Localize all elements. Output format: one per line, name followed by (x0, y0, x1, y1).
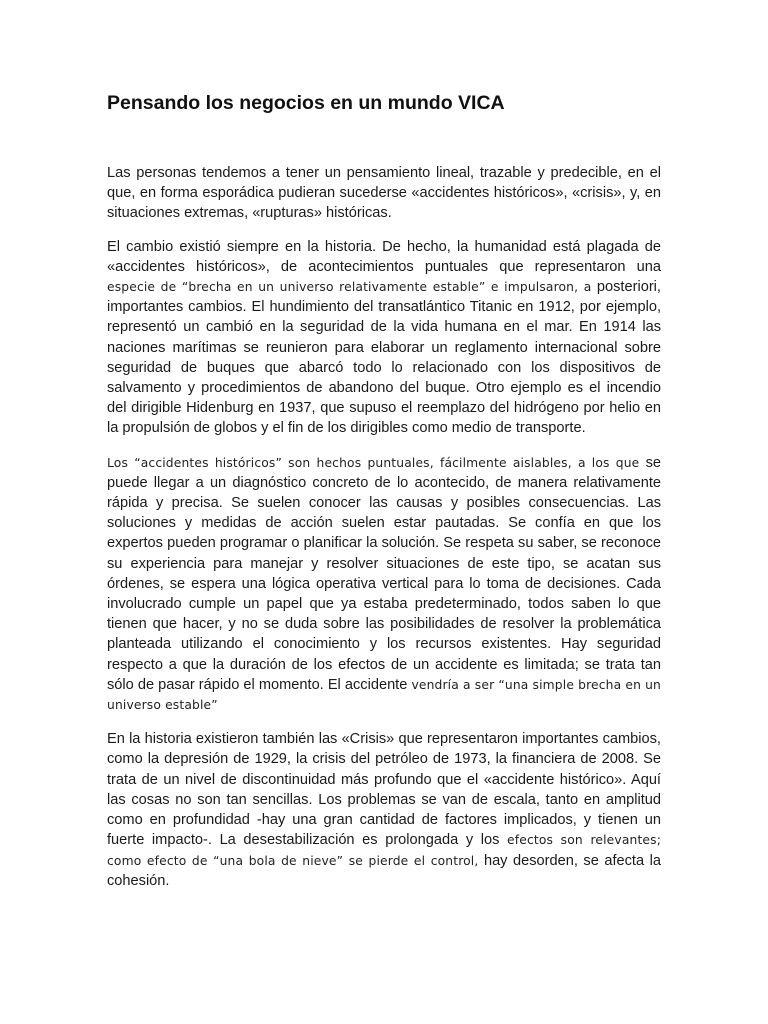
quoted-text: especie de “brecha en un universo relativamente estable” e impulsaron, a (107, 280, 592, 295)
paragraph-4 (107, 729, 661, 891)
page-title: Pensando los negocios en un mundo VICA (107, 92, 505, 114)
paragraph-text: se puede llegar a un diagnóstico concreto de lo acontecido, de manera relativamente rápida y precisa. Se suelen conocer las causas y posibles consecuencias. Las soluciones y medidas de acción suelen estar pautadas. Se confía en que los expertos pueden programar o planificar la solución. Se respeta su saber, se reconoce su experiencia para manejar y resolver situaciones de este tipo, se acatan sus órdenes, se espera una lógica operativa vertical para lo toma de decisiones. Cada involucrado cumple un papel que ya estaba predeterminado, todos saben lo que tienen que hacer, y no se duda sobre las posibilidades de resolver la problemática planteada utilizando el conocimiento y los recursos existentes. Hay seguridad respecto a que la duración de los efectos de un accidente es limitada; se trata tan sólo de pasar rápido el momento. El accidente (107, 454, 661, 693)
paragraph-2 (107, 237, 661, 439)
article-body (107, 163, 661, 904)
paragraph-text: hay desorden, se afecta la cohesión. (107, 852, 661, 889)
quoted-text: efectos son relevantes; como efecto de “una bola de nieve” se pierde el control, (107, 833, 661, 868)
paragraph-text: El cambio existió siempre en la historia. De hecho, la humanidad está plagada de «accidentes históricos», de acontecimientos puntuales que representaron una (107, 238, 661, 275)
quoted-text: Los “accidentes históricos” son hechos puntuales, fácilmente aislables, a los que (107, 455, 640, 470)
paragraph-text: Las personas tendemos a tener un pensamiento lineal, trazable y predecible, en el que, en forma esporádica pudieran sucederse «accidentes históricos», «crisis», y, en situaciones extremas, «rupturas» históricas. (107, 165, 661, 222)
paragraph-text: posteriori, importantes cambios. El hundimiento del transatlántico Titanic en 1912, por ejemplo, representó un cambió en la seguridad de la vida humana en el mar. En 1914 las naciones marítimas se reunieron para elaborar un reglamento internacional sobre seguridad de buques que abarcó todo lo relacionado con los dispositivos de salvamento y procedimientos de abandono del buque. Otro ejemplo es el incendio del dirigible Hidenburg en 1937, que supuso el reemplazo del hidrógeno por helio en la propulsión de globos y el fin de los dirigibles como medio de transporte. (107, 279, 661, 437)
paragraph-text: En la historia existieron también las «Crisis» que representaron importantes cambios, como la depresión de 1929, la crisis del petróleo de 1973, la financiera de 2008. Se trata de un nivel de discontinuidad más profundo que el «accidente histórico». Aquí las cosas no son tan sencillas. Los problemas se van de escala, tanto en amplitud como en profundidad -hay una gran cantidad de factores implicados, y tienen un fuerte impacto-. La desestabilización es prolongada y los (107, 731, 661, 849)
quoted-text: vendría a ser “una simple brecha en un universo estable” (107, 677, 661, 713)
paragraph-1 (107, 163, 661, 224)
paragraph-3 (107, 453, 661, 716)
